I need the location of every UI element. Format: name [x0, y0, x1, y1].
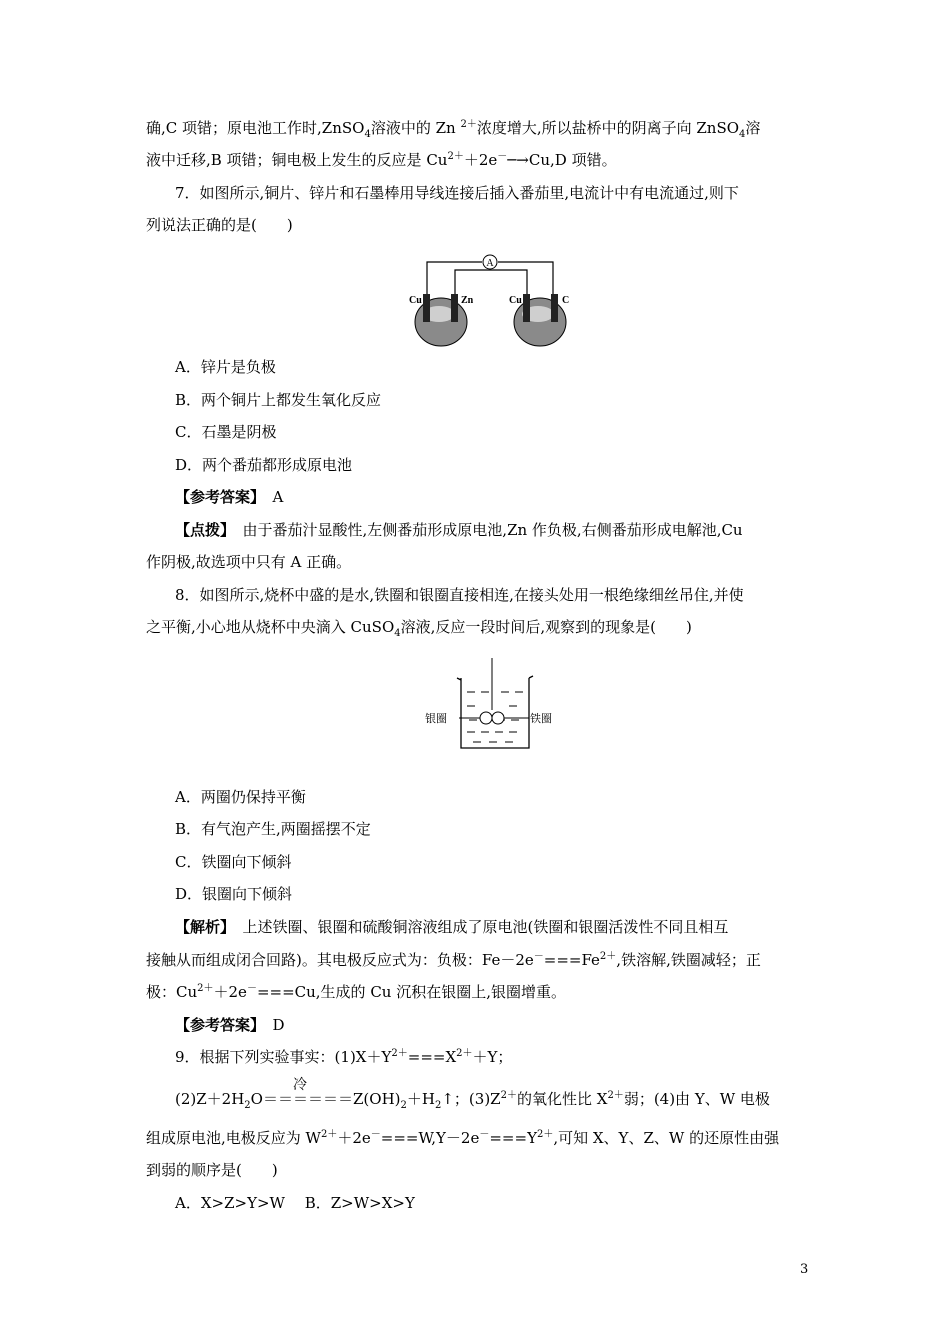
arrow-icon: ─→ [507, 151, 529, 169]
analysis-cont: 接触从而组成闭合回路)。其电极反应式为：负极：$Fe-2e^-===Fe^{2+}$,铁溶解,铁圈减轻；正 [146, 951, 761, 969]
analysis: 【解析】 上述铁圈、银圈和硫酸铜溶液组成了原电池(铁圈和银圈活泼性不同且相互 [175, 918, 729, 936]
question-8-cont: 之平衡,小心地从烧杯中央滴入 CuSO$_4$溶液,反应一段时间后,观察到的现象是( ) [146, 618, 692, 639]
hint: 【点拨】 由于番茄汁显酸性,左侧番茄形成原电池,Zn 作负极,右侧番茄形成电解池,Cu [175, 521, 743, 539]
question-9-options: A．X>Z>Y>W B．Z>W>X>Y [175, 1194, 415, 1212]
svg-text:Cu: Cu [509, 295, 522, 306]
text-line: 液中迁移,B 项错；铜电极上发生的反应是 $Cu^{2+}+2e^-─\to Cu,D$ 项错。 [146, 151, 617, 169]
answer-7: 【参考答案】 A [175, 488, 284, 506]
option-b: B．两个铜片上都发生氧化反应 [175, 391, 382, 409]
question-9-cont: 组成原电池,电极反应为 $W^{2+}+2e^-===W,Y-2e^-===Y^{2+}$,可知 X、Y、Z、W 的还原性由强 [146, 1129, 780, 1147]
question-9-cont: $(2)Z+2H_2O==$ 冷 $====Z(OH)_2+H_2↑$；$(3)Z^{2+}$的氧化性比 $X^{2+}$弱；(4)由 Y、W 电极 [175, 1077, 770, 1111]
text-line: 确,C 项错；原电池工作时,ZnSO$_4$溶液中的 Zn $^{2+}$浓度增大,所以盐桥中的阴离子向 ZnSO$_4$溶 [146, 119, 761, 140]
option-b: B．有气泡产生,两圈摇摆不定 [175, 820, 371, 838]
tomato-cell-figure [405, 250, 580, 350]
meter-label: A [486, 258, 494, 269]
beaker-figure [425, 656, 560, 756]
question-9-cont: 到弱的顺序是( ) [146, 1161, 278, 1179]
option-d: D．银圈向下倾斜 [175, 885, 293, 903]
svg-text:Zn: Zn [461, 295, 474, 306]
question-8: 8．如图所示,烧杯中盛的是水,铁圈和银圈直接相连,在接头处用一根绝缘细丝吊住,并使 [175, 586, 744, 604]
option-c: C．铁圈向下倾斜 [175, 853, 292, 871]
question-7: 7．如图所示,铜片、锌片和石墨棒用导线连接后插入番茄里,电流计中有电流通过,则下 [175, 184, 739, 202]
question-9: 9．根据下列实验事实：$(1)X+Y^{2+}===X^{2+}+Y$； [175, 1048, 513, 1066]
analysis-cont: 极：$Cu^{2+}+2e^-===Cu$,生成的 Cu 沉积在银圈上,银圈增重。 [146, 983, 566, 1001]
svg-text:铁圈: 铁圈 [530, 712, 552, 725]
svg-text:Cu: Cu [409, 295, 422, 306]
option-c: C．石墨是阴极 [175, 423, 277, 441]
answer-8: 【参考答案】 D [175, 1016, 285, 1034]
option-a: A．锌片是负极 [175, 358, 276, 376]
option-d: D．两个番茄都形成原电池 [175, 456, 353, 474]
svg-text:C: C [562, 295, 570, 306]
hint-cont: 作阴极,故选项中只有 A 正确。 [146, 553, 352, 571]
option-a: A．两圈仍保持平衡 [175, 788, 306, 806]
page-number: 3 [800, 1262, 809, 1277]
question-7-cont: 列说法正确的是( ) [146, 216, 293, 234]
svg-text:银圈: 银圈 [425, 712, 447, 725]
